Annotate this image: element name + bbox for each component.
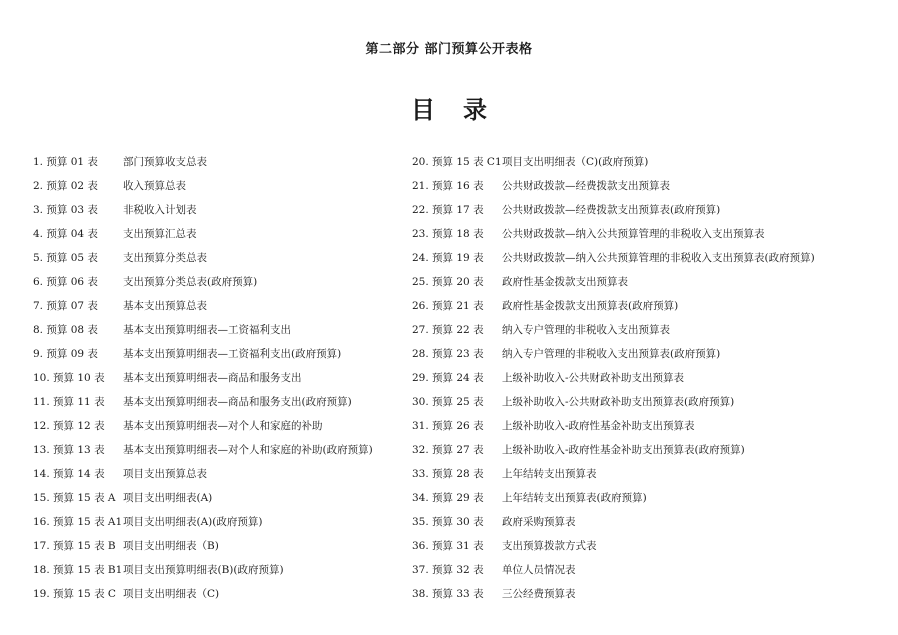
toc-entry-name: 项目支出明细表(A): [123, 492, 213, 504]
toc-entry: [33, 534, 413, 558]
toc-entry-name: 上级补助收入-公共财政补助支出预算表: [502, 372, 685, 384]
toc-entry: [33, 198, 413, 222]
toc-entry-code: 5. 预算 05 表: [33, 252, 98, 264]
toc-entry-name: 上级补助收入-公共财政补助支出预算表(政府预算): [502, 396, 735, 408]
toc-entry-name: 基本支出预算明细表—对个人和家庭的补助(政府预算): [123, 444, 373, 456]
toc-entry-code: 37. 预算 32 表: [412, 564, 484, 576]
toc-entry-code: 2. 预算 02 表: [33, 180, 98, 192]
toc-entry-code: 29. 预算 24 表: [412, 372, 484, 384]
toc-entry-name: 基本支出预算明细表—工资福利支出(政府预算): [123, 348, 342, 360]
toc-entry: [33, 294, 413, 318]
toc-entry-name: 项目支出明细表(A)(政府预算): [123, 516, 263, 528]
toc-entry-code: 11. 预算 11 表: [33, 396, 105, 408]
toc-entry-name: 项目支出明细表（B): [123, 540, 219, 552]
toc-entry: [33, 318, 413, 342]
toc-entry-name: 项目支出预算明细表(B)(政府预算): [123, 564, 284, 576]
toc-entry-code: 32. 预算 27 表: [412, 444, 484, 456]
toc-entry-code: 30. 预算 25 表: [412, 396, 484, 408]
toc-entry-name: 政府性基金拨款支出预算表: [502, 276, 628, 288]
toc-entry-name: 政府采购预算表: [502, 516, 576, 528]
toc-entry: [412, 582, 892, 606]
toc-entry-code: 34. 预算 29 表: [412, 492, 484, 504]
toc-entry-code: 33. 预算 28 表: [412, 468, 484, 480]
toc-entry-name: 公共财政拨款—经费拨款支出预算表(政府预算): [502, 204, 721, 216]
toc-entry: [33, 222, 413, 246]
toc-entry-name: 项目支出明细表（C)(政府预算): [502, 156, 649, 168]
toc-entry-code: 35. 预算 30 表: [412, 516, 484, 528]
toc-entry-name: 基本支出预算明细表—商品和服务支出: [123, 372, 302, 384]
toc-entry: [412, 558, 892, 582]
toc-entry: [412, 318, 892, 342]
toc-entry-code: 18. 预算 15 表 B1: [33, 564, 123, 576]
toc-entry: [412, 534, 892, 558]
toc-entry-code: 3. 预算 03 表: [33, 204, 98, 216]
toc-entry-name: 上年结转支出预算表: [502, 468, 597, 480]
toc-entry: [33, 486, 413, 510]
toc-entry-code: 28. 预算 23 表: [412, 348, 484, 360]
toc-entry-code: 15. 预算 15 表 A: [33, 492, 116, 504]
toc-entry-name: 纳入专户管理的非税收入支出预算表(政府预算): [502, 348, 721, 360]
toc-entry-code: 26. 预算 21 表: [412, 300, 484, 312]
toc-entry-name: 公共财政拨款—经费拨款支出预算表: [502, 180, 670, 192]
toc-entry-code: 12. 预算 12 表: [33, 420, 105, 432]
toc-entry-name: 纳入专户管理的非税收入支出预算表: [502, 324, 670, 336]
toc-entry-code: 19. 预算 15 表 C: [33, 588, 116, 600]
toc-left-column: [33, 150, 413, 606]
toc-entry-name: 支出预算汇总表: [123, 228, 197, 240]
toc-entry: [412, 342, 892, 366]
toc-entry-code: 13. 预算 13 表: [33, 444, 105, 456]
toc-entry-code: 16. 预算 15 表 A1: [33, 516, 123, 528]
toc-entry: [33, 270, 413, 294]
toc-entry: [412, 486, 892, 510]
toc-entry: [412, 174, 892, 198]
toc-entry: [412, 414, 892, 438]
toc-entry-name: 上年结转支出预算表(政府预算): [502, 492, 647, 504]
toc-entry-name: 部门预算收支总表: [123, 156, 207, 168]
toc-entry-name: 公共财政拨款—纳入公共预算管理的非税收入支出预算表(政府预算): [502, 252, 815, 264]
toc-entry: [33, 366, 413, 390]
toc-entry-name: 政府性基金拨款支出预算表(政府预算): [502, 300, 679, 312]
toc-right-column: [412, 150, 892, 606]
toc-entry-name: 支出预算分类总表(政府预算): [123, 276, 258, 288]
toc-entry-code: 1. 预算 01 表: [33, 156, 98, 168]
toc-entry: [33, 342, 413, 366]
toc-entry-name: 上级补助收入-政府性基金补助支出预算表: [502, 420, 695, 432]
toc-entry: [412, 510, 892, 534]
toc-entry-name: 支出预算分类总表: [123, 252, 207, 264]
toc-entry-code: 17. 预算 15 表 B: [33, 540, 116, 552]
toc-entry: [33, 174, 413, 198]
toc-entry-name: 单位人员情况表: [502, 564, 576, 576]
toc-entry-code: 8. 预算 08 表: [33, 324, 98, 336]
toc-entry: [33, 558, 413, 582]
toc-entry-name: 上级补助收入-政府性基金补助支出预算表(政府预算): [502, 444, 745, 456]
toc-entry-code: 21. 预算 16 表: [412, 180, 484, 192]
toc-entry-code: 22. 预算 17 表: [412, 204, 484, 216]
toc-entry-code: 23. 预算 18 表: [412, 228, 484, 240]
toc-entry: [33, 246, 413, 270]
toc-entry: [33, 390, 413, 414]
toc-entry-name: 基本支出预算明细表—商品和服务支出(政府预算): [123, 396, 352, 408]
toc-entry: [33, 582, 413, 606]
toc-entry-code: 6. 预算 06 表: [33, 276, 98, 288]
toc-entry: [412, 198, 892, 222]
toc-entry: [412, 294, 892, 318]
toc-entry: [33, 510, 413, 534]
toc-entry-code: 38. 预算 33 表: [412, 588, 484, 600]
toc-entry-code: 10. 预算 10 表: [33, 372, 105, 384]
toc-entry-name: 项目支出明细表（C): [123, 588, 220, 600]
part-title: 第二部分 部门预算公开表格: [365, 42, 533, 57]
toc-entry: [412, 246, 892, 270]
toc-entry-name: 收入预算总表: [123, 180, 186, 192]
toc-entry-name: 基本支出预算明细表—对个人和家庭的补助: [123, 420, 323, 432]
toc-entry: [33, 150, 413, 174]
toc-entry: [33, 438, 413, 462]
toc-entry-code: 7. 预算 07 表: [33, 300, 98, 312]
toc-entry-code: 27. 预算 22 表: [412, 324, 484, 336]
toc-entry-name: 公共财政拨款—纳入公共预算管理的非税收入支出预算表: [502, 228, 765, 240]
toc-entry-code: 9. 预算 09 表: [33, 348, 98, 360]
toc-entry-code: 36. 预算 31 表: [412, 540, 484, 552]
toc-entry: [412, 390, 892, 414]
toc-entry-code: 25. 预算 20 表: [412, 276, 484, 288]
toc-entry: [412, 222, 892, 246]
toc-entry: [412, 438, 892, 462]
toc-entry: [412, 150, 892, 174]
toc-entry-name: 三公经费预算表: [502, 588, 576, 600]
toc-entry-name: 项目支出预算总表: [123, 468, 207, 480]
toc-entry: [412, 270, 892, 294]
toc-entry-code: 4. 预算 04 表: [33, 228, 98, 240]
toc-entry-code: 24. 预算 19 表: [412, 252, 484, 264]
toc-entry-code: 14. 预算 14 表: [33, 468, 105, 480]
toc-entry: [412, 462, 892, 486]
toc-entry-code: 20. 预算 15 表 C1: [412, 156, 502, 168]
toc-entry-code: 31. 预算 26 表: [412, 420, 484, 432]
toc-entry-name: 基本支出预算总表: [123, 300, 207, 312]
toc-entry-name: 基本支出预算明细表—工资福利支出: [123, 324, 291, 336]
toc-entry: [412, 366, 892, 390]
toc-entry-name: 支出预算拨款方式表: [502, 540, 597, 552]
toc-entry-name: 非税收入计划表: [123, 204, 197, 216]
toc-entry: [33, 414, 413, 438]
toc-entry: [33, 462, 413, 486]
toc-heading: 目录: [411, 95, 515, 124]
